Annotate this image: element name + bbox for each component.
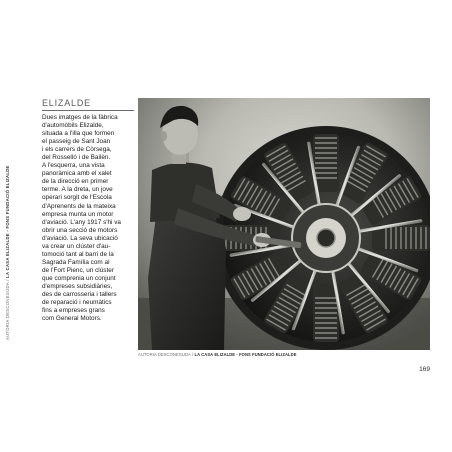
- title-rule: [42, 110, 134, 111]
- section-title: ELIZALDE: [42, 98, 91, 108]
- page-number: 169: [419, 366, 430, 373]
- worker-hand: [233, 207, 251, 221]
- worker-ear: [161, 131, 167, 141]
- caption-source: LA CASA ELIZALDE - FONS FUNDACIÓ ELIZALDE: [194, 352, 297, 357]
- caption-author: AUTORIA DESCONEGUDA /: [138, 352, 195, 357]
- body-paragraph: Dues imatges de la fàbrica d'automòbils Elizalde, situada a l'illa que formen el passeig de Sant Joan i els carrers de Còrsega, del Rosselló i de Bailèn. A l'esquerra, una vista panoràmica amb el xalet de la direcció en primer terme. A la dreta, un jove operari sorgit de l'Escola d'Aprenents de la mateixa empresa munta un motor d'aviació. L'any 1917 s'hi va obrir una secció de motors d'aviació. La seva ubicació va crear un clúster d'au- tomoció tant al barri de la Sagrada Família com al de l'Fort Pienc, un clúster que comprenia un conjunt d'empreses subsidiàries, des de carrosseria i tallers de reparació i neumàtics fins a empreses grans com General Motors.: [42, 114, 121, 323]
- running-header-title: LA CASA ELIZALDE - FONS FUNDACIÓ ELIZALDE: [5, 165, 10, 278]
- photograph-illustration: [138, 98, 430, 350]
- text-column: [42, 98, 134, 323]
- photograph-engine-assembly: [138, 98, 430, 350]
- running-header-vertical: [4, 165, 12, 340]
- running-header-series: AUTORIA DESCONEGUDA /: [5, 277, 10, 340]
- photo-caption: [138, 352, 430, 358]
- engine-hub-center: [317, 229, 335, 247]
